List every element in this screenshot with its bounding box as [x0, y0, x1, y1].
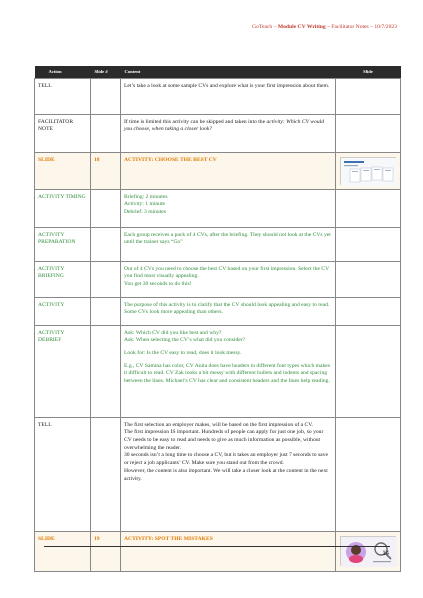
- column-header-slide-number: Slide #: [91, 66, 121, 78]
- content-text: You get 30 seconds to do this!: [124, 280, 192, 287]
- table-row: [35, 325, 401, 417]
- content-cell: [121, 417, 336, 531]
- content-text: Each group receives a pack of 4 CVs, after the briefing. They should not look at the CVs yet until the trainer says “Go”: [124, 231, 331, 246]
- facilitator-note-text: If time is limited this activity can be skipped and taken into the: [124, 118, 267, 125]
- slide-number-cell: [91, 78, 121, 114]
- content-cell: [121, 261, 336, 297]
- slide-number-cell: [91, 417, 121, 531]
- content-text: Ask: Which CV did you like best and why?: [124, 329, 222, 336]
- slide-number-cell: [91, 189, 121, 227]
- table-row: [35, 261, 401, 297]
- content-cell: [121, 152, 336, 189]
- slide-number-cell: 19: [91, 531, 121, 571]
- content-text: E.g., CV Samina has color, CV Anita does have headers in different font types which makes it difficult to read. CV Zak looks a bit messy with different bullets and indents and spacing between the lines. Michael’s CV has clear and consistent headers and the lines help reading.: [124, 362, 330, 385]
- slide-cell: [336, 417, 401, 531]
- content-text: Out of 4 CVs you need to choose the best CV based on your first impression. Select the CV you find most visually appealing.: [124, 265, 330, 280]
- column-header-slide: Slide: [336, 66, 401, 78]
- header-brand: GoTeach –: [252, 24, 278, 30]
- content-cell: [121, 531, 336, 571]
- content-text: The purpose of this activity is to clarify that the CV should look appealing and easy to read. Some CVs look more appealing than others.: [124, 301, 330, 316]
- action-cell: SLIDE: [35, 531, 91, 571]
- table-row: [35, 152, 401, 189]
- page-number: 14: [382, 551, 389, 557]
- slide-cell: [336, 227, 401, 261]
- action-cell: TELL: [35, 417, 91, 531]
- table-header-row: [35, 66, 401, 78]
- table-row: [35, 227, 401, 261]
- column-header-content: Content: [121, 66, 336, 78]
- slide-number-cell: [91, 227, 121, 261]
- content-text: Let’s take a look at some sample CVs and explore what is your first impression about them.: [124, 82, 330, 89]
- slide-thumbnail-image: [341, 158, 397, 186]
- slide-cell: [336, 325, 401, 417]
- action-cell: ACTIVITY DEBRIEF: [35, 325, 91, 417]
- action-cell: SLIDE: [35, 152, 91, 189]
- slide-thumbnail: [340, 157, 396, 185]
- content-text: Activity: 1 minute: [124, 201, 166, 208]
- content-text: Ask: When selecting the CV’s what did you consider?: [124, 337, 246, 344]
- slide-cell: [336, 531, 401, 571]
- content-text: [124, 119, 332, 134]
- slide-cell: [336, 189, 401, 227]
- slide-number-cell: 18: [91, 152, 121, 189]
- slide-cell: [336, 261, 401, 297]
- content-cell: [121, 114, 336, 152]
- action-cell: ACTIVITY TIMING: [35, 189, 91, 227]
- slide-number-cell: [91, 297, 121, 325]
- slide-cell: [336, 114, 401, 152]
- footer-rule: [44, 546, 390, 547]
- table-row: [35, 78, 401, 114]
- content-cell: [121, 78, 336, 114]
- page-header: [252, 24, 397, 30]
- table-row: [35, 531, 401, 571]
- facilitator-note-emphasis: activity: Which CV would you choose, when taking a closer look?: [124, 118, 324, 133]
- content-text: 30 seconds isn’t a long time to choose a CV, but it takes an employer just 7 seconds to save or reject a job applicants’ CV. Make sure you stand out from the crowd.: [124, 452, 328, 467]
- content-text: Briefing: 2 minutes: [124, 193, 168, 200]
- content-cell: [121, 189, 336, 227]
- action-cell: TELL: [35, 78, 91, 114]
- slide-title: ACTIVITY: CHOOSE THE BEST CV: [124, 156, 217, 163]
- slide-title: ACTIVITY: SPOT THE MISTAKES: [124, 535, 213, 542]
- table-row: [35, 297, 401, 325]
- slide-number-cell: [91, 325, 121, 417]
- content-text: Look for: Is the CV easy to read, does it look messy.: [124, 349, 242, 356]
- content-cell: [121, 297, 336, 325]
- action-cell: ACTIVITY BRIEFING: [35, 261, 91, 297]
- header-suffix: – Facilitator Notes – 10/7/2023: [325, 24, 397, 30]
- content-text: The first selection an employer makes, will be based on the first impression of a CV.: [124, 421, 313, 428]
- slide-cell: [336, 297, 401, 325]
- action-cell: ACTIVITY: [35, 297, 91, 325]
- slide-cell: [336, 78, 401, 114]
- column-header-action: Action: [35, 66, 91, 78]
- content-text: Debrief: 3 minutes: [124, 208, 166, 215]
- content-text: The first impression IS important. Hundreds of people can apply for just one job, so your CV needs to be easy to read and needs to give as much information as possible, without overwhelming the reader.: [124, 429, 324, 451]
- table-row: [35, 189, 401, 227]
- action-cell: ACTIVITY PREPARATION: [35, 227, 91, 261]
- slide-cell: [336, 152, 401, 189]
- table-row: [35, 417, 401, 531]
- content-text: However, the content is also important. We will take a closer look at the content in the next activity.: [124, 467, 328, 482]
- slide-number-cell: [91, 261, 121, 297]
- action-cell: FACILITATOR NOTE: [35, 114, 91, 152]
- table-row: [35, 114, 401, 152]
- header-module: Module CV Writing: [277, 24, 326, 30]
- facilitator-table: [34, 66, 401, 572]
- content-cell: [121, 325, 336, 417]
- content-cell: [121, 227, 336, 261]
- slide-number-cell: [91, 114, 121, 152]
